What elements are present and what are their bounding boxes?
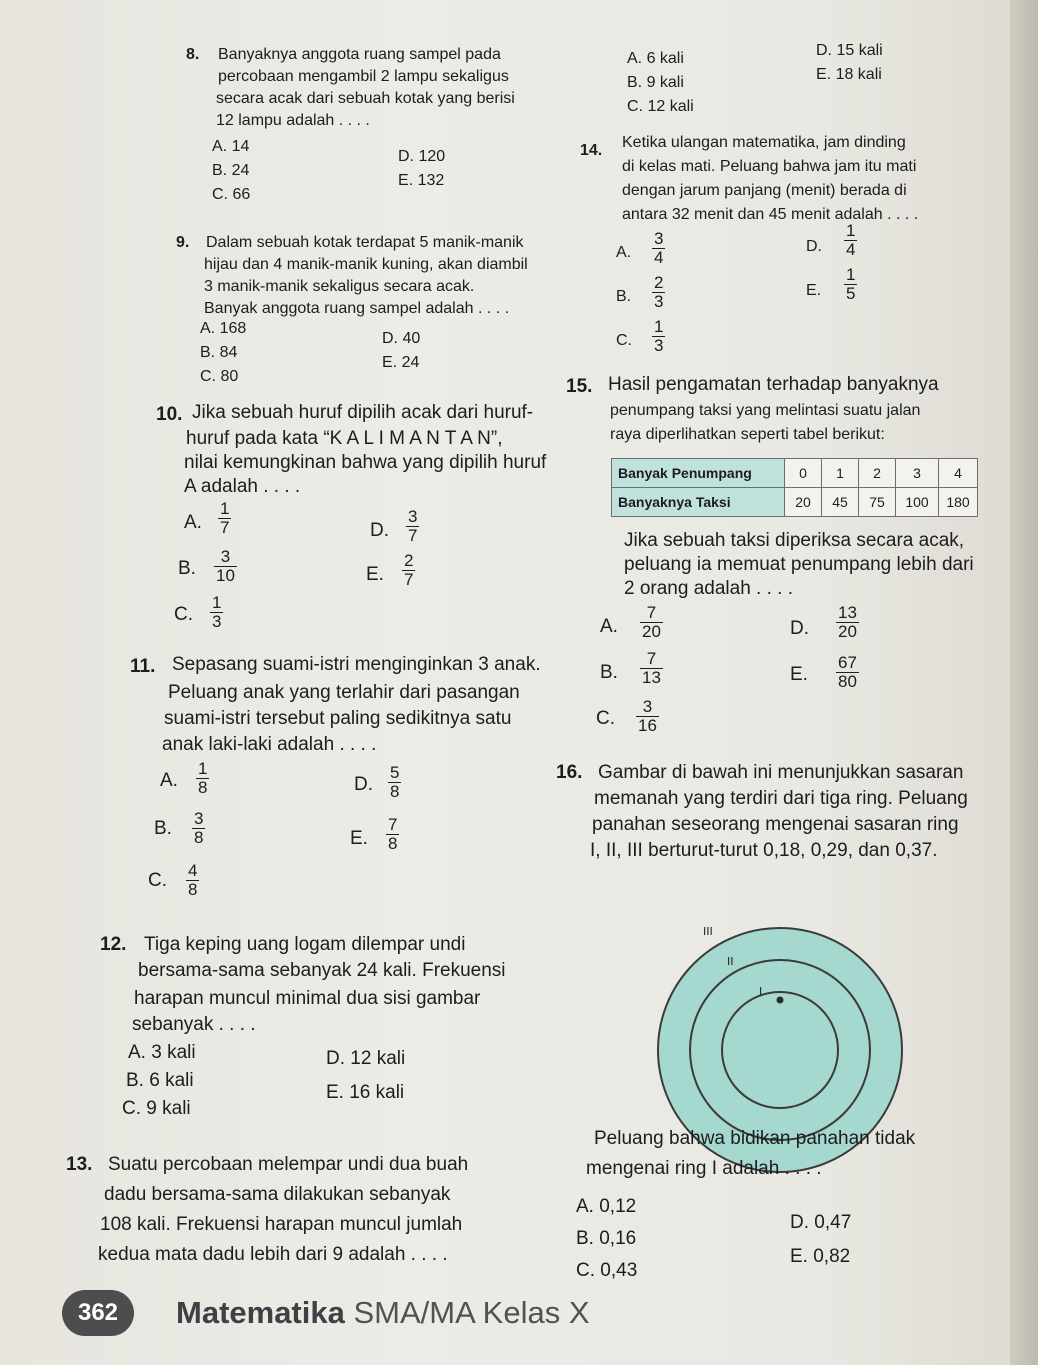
q10-line: huruf pada kata “K A L I M A N T A N”, [186,428,503,449]
table-cell: 45 [822,488,859,517]
q8-option-d: D. 120 [398,148,446,165]
q8-option-e: E. 132 [398,172,445,189]
q15-option-d-label: D. [790,618,809,639]
table-cell: 100 [896,488,939,517]
q12-option-d: D. 12 kali [326,1048,406,1069]
table-row [612,459,978,488]
denominator: 4 [654,248,664,267]
q15-option-b-label: B. [600,662,618,683]
q11-option-a-fraction [196,760,209,797]
numerator: 3 [220,547,231,566]
q10-option-b-fraction [214,548,237,585]
ring-1-label: I [759,985,763,998]
q16-line: memanah yang terdiri dari tiga ring. Peluang [594,788,968,809]
q12-line: Tiga keping uang logam dilempar undi [144,934,466,955]
q16-option-e: E. 0,82 [790,1246,851,1267]
denominator: 8 [198,778,208,797]
q10-option-a-label: A. [184,512,202,533]
denominator: 4 [846,240,856,259]
q15-option-a-label: A. [600,616,618,637]
numerator: 7 [646,649,657,668]
q10-line: A adalah . . . . [184,476,301,497]
q13-option-b: B. 9 kali [627,74,684,91]
q15-option-e-fraction [836,654,859,691]
q8-line: secara acak dari sebuah kotak yang berisi [216,90,515,107]
denominator: 7 [220,518,230,537]
table-cell: 0 [785,459,822,488]
denominator: 20 [838,622,857,641]
numerator: 3 [408,507,418,526]
q10-line: Jika sebuah huruf dipilih acak dari huruf- [192,402,534,423]
page-edge [1010,0,1038,1365]
table-cell: 180 [939,488,978,517]
numerator: 3 [194,809,204,828]
denominator: 7 [404,570,414,589]
numerator: 5 [390,763,400,782]
numerator: 1 [846,221,856,240]
q14-number: 14. [580,142,603,159]
q13-option-e: E. 18 kali [816,66,882,83]
q13-number: 13. [66,1154,93,1175]
q12-option-c: C. 9 kali [122,1098,191,1119]
q10-option-c-fraction [210,594,223,631]
book-title [176,1295,590,1331]
q13-option-a: A. 6 kali [627,50,684,67]
q16-option-a: A. 0,12 [576,1196,637,1217]
q14-line: dengan jarum panjang (menit) berada di [622,182,907,199]
q9-line: hijau dan 4 manik-manik kuning, akan diambil [204,256,528,273]
denominator: 3 [654,336,664,355]
q12-option-e: E. 16 kali [326,1082,405,1103]
numerator: 1 [220,499,230,518]
q15-line: peluang ia memuat penumpang lebih dari [624,554,974,575]
q15-option-b-fraction [640,650,663,687]
q10-line: nilai kemungkinan bahwa yang dipilih huruf [184,452,547,473]
q15-option-e-label: E. [790,664,808,685]
q15-line: 2 orang adalah . . . . [624,578,794,599]
q13-line: dadu bersama-sama dilakukan sebanyak [104,1184,451,1205]
q8-option-b: B. 24 [212,162,250,179]
numerator: 4 [188,861,198,880]
q14-line: antara 32 menit dan 45 menit adalah . . . . [622,206,919,223]
denominator: 13 [642,668,661,687]
passenger-table [611,458,978,517]
q8-line: Banyaknya anggota ruang sampel pada [218,46,501,63]
numerator: 3 [642,697,653,716]
numerator: 13 [838,603,857,622]
q11-option-c-label: C. [148,870,167,891]
q14-option-a-fraction [652,230,665,267]
denominator: 3 [212,612,222,631]
q11-option-b-fraction [192,810,205,847]
q8-number: 8. [186,46,200,63]
q16-option-d: D. 0,47 [790,1212,852,1233]
q11-line: suami-istri tersebut paling sedikitnya satu [164,708,512,729]
q14-option-e-fraction [844,266,857,303]
q15-option-c-label: C. [596,708,615,729]
numerator: 67 [838,653,857,672]
q8-option-a: A. 14 [212,138,250,155]
q15-option-c-fraction [636,698,659,735]
numerator: 1 [654,317,664,336]
q16-line: Peluang bahwa bidikan panahan tidak [594,1128,916,1149]
q11-option-a-label: A. [160,770,178,791]
table-cell: 3 [896,459,939,488]
q11-option-e-fraction [386,816,399,853]
q11-line: Sepasang suami-istri menginginkan 3 anak. [172,654,541,675]
q12-line: harapan muncul minimal dua sisi gambar [134,988,481,1009]
denominator: 16 [638,716,657,735]
ring-1 [722,992,838,1108]
numerator: 1 [846,265,856,284]
q11-number: 11. [130,656,156,677]
table-row [612,488,978,517]
q13-line: Suatu percobaan melempar undi dua buah [108,1154,469,1175]
q16-option-b: B. 0,16 [576,1228,637,1249]
q16-option-c: C. 0,43 [576,1260,638,1281]
q8-line: percobaan mengambil 2 lampu sekaligus [218,68,509,85]
q14-option-e-label: E. [806,282,822,299]
q14-line: Ketika ulangan matematika, jam dinding [622,134,906,151]
q9-option-e: E. 24 [382,354,420,371]
q16-line: Gambar di bawah ini menunjukkan sasaran [598,762,964,783]
q16-number: 16. [556,762,583,783]
book-title-bold: Matematika [176,1295,345,1330]
numerator: 7 [646,603,657,622]
q9-option-b: B. 84 [200,344,238,361]
q14-option-b-fraction [652,274,665,311]
ring-3-label: III [703,925,713,938]
q15-number: 15. [566,376,593,397]
table-row-header: Banyaknya Taksi [612,488,785,517]
q11-option-d-fraction [388,764,401,801]
q14-option-c-label: C. [616,332,632,349]
q14-option-b-label: B. [616,288,632,305]
target-center-dot [777,997,784,1004]
q11-option-e-label: E. [350,828,368,849]
numerator: 2 [404,551,414,570]
q9-option-d: D. 40 [382,330,421,347]
q9-option-c: C. 80 [200,368,239,385]
q10-option-d-label: D. [370,520,389,541]
q15-line: penumpang taksi yang melintasi suatu jalan [610,402,921,419]
q13-line: kedua mata dadu lebih dari 9 adalah . . . . [98,1244,448,1265]
q11-option-b-label: B. [154,818,172,839]
denominator: 8 [194,828,204,847]
numerator: 3 [654,229,664,248]
q11-line: anak laki-laki adalah . . . . [162,734,377,755]
q12-option-b: B. 6 kali [126,1070,194,1091]
ring-2-label: II [727,955,734,968]
page-number: 362 [62,1290,134,1336]
q12-line: bersama-sama sebanyak 24 kali. Frekuensi [138,960,506,981]
q11-line: Peluang anak yang terlahir dari pasangan [168,682,520,703]
denominator: 8 [388,834,398,853]
table-row-header: Banyak Penumpang [612,459,785,488]
q10-option-e-fraction [402,552,415,589]
q13-line: 108 kali. Frekuensi harapan muncul jumlah [100,1214,463,1235]
q15-line: raya diperlihatkan seperti tabel berikut: [610,426,885,443]
q9-line: Banyak anggota ruang sampel adalah . . . . [204,300,510,317]
table-cell: 4 [939,459,978,488]
q12-option-a: A. 3 kali [128,1042,196,1063]
denominator: 3 [654,292,664,311]
q10-option-a-fraction [218,500,231,537]
q14-option-a-label: A. [616,244,632,261]
table-cell: 1 [822,459,859,488]
q10-option-d-fraction [406,508,419,545]
q9-line: Dalam sebuah kotak terdapat 5 manik-manik [206,234,524,251]
q9-option-a: A. 168 [200,320,247,337]
q14-option-d-fraction [844,222,857,259]
q10-option-c-label: C. [174,604,193,625]
q16-line: panahan seseorang mengenai sasaran ring [592,814,959,835]
q12-line: sebanyak . . . . [132,1014,256,1035]
numerator: 1 [212,593,222,612]
q11-option-c-fraction [186,862,199,899]
q16-line: I, II, III berturut-turut 0,18, 0,29, dan 0,37. [590,840,938,861]
denominator: 5 [846,284,856,303]
table-cell: 75 [859,488,896,517]
q15-line: Hasil pengamatan terhadap banyaknya [608,374,939,395]
q13-option-c: C. 12 kali [627,98,694,115]
denominator: 10 [216,566,235,585]
numerator: 7 [388,815,398,834]
q15-option-d-fraction [836,604,859,641]
table-cell: 2 [859,459,896,488]
q10-option-e-label: E. [366,564,384,585]
q9-line: 3 manik-manik sekaligus secara acak. [204,278,475,295]
numerator: 1 [198,759,208,778]
book-title-rest: SMA/MA Kelas X [344,1295,590,1330]
q10-number: 10. [156,404,183,425]
q14-option-d-label: D. [806,238,822,255]
q16-line: mengenai ring I adalah . . . . [586,1158,822,1179]
q9-number: 9. [176,234,190,251]
denominator: 80 [838,672,857,691]
denominator: 7 [408,526,418,545]
q11-option-d-label: D. [354,774,373,795]
denominator: 8 [390,782,400,801]
q13-option-d: D. 15 kali [816,42,883,59]
q8-option-c: C. 66 [212,186,251,203]
q10-option-b-label: B. [178,558,196,579]
q15-line: Jika sebuah taksi diperiksa secara acak, [624,530,965,551]
q15-option-a-fraction [640,604,663,641]
q12-number: 12. [100,934,127,955]
table-cell: 20 [785,488,822,517]
q8-line: 12 lampu adalah . . . . [216,112,370,129]
numerator: 2 [654,273,664,292]
q14-option-c-fraction [652,318,665,355]
q14-line: di kelas mati. Peluang bahwa jam itu mati [622,158,917,175]
denominator: 20 [642,622,661,641]
denominator: 8 [188,880,198,899]
